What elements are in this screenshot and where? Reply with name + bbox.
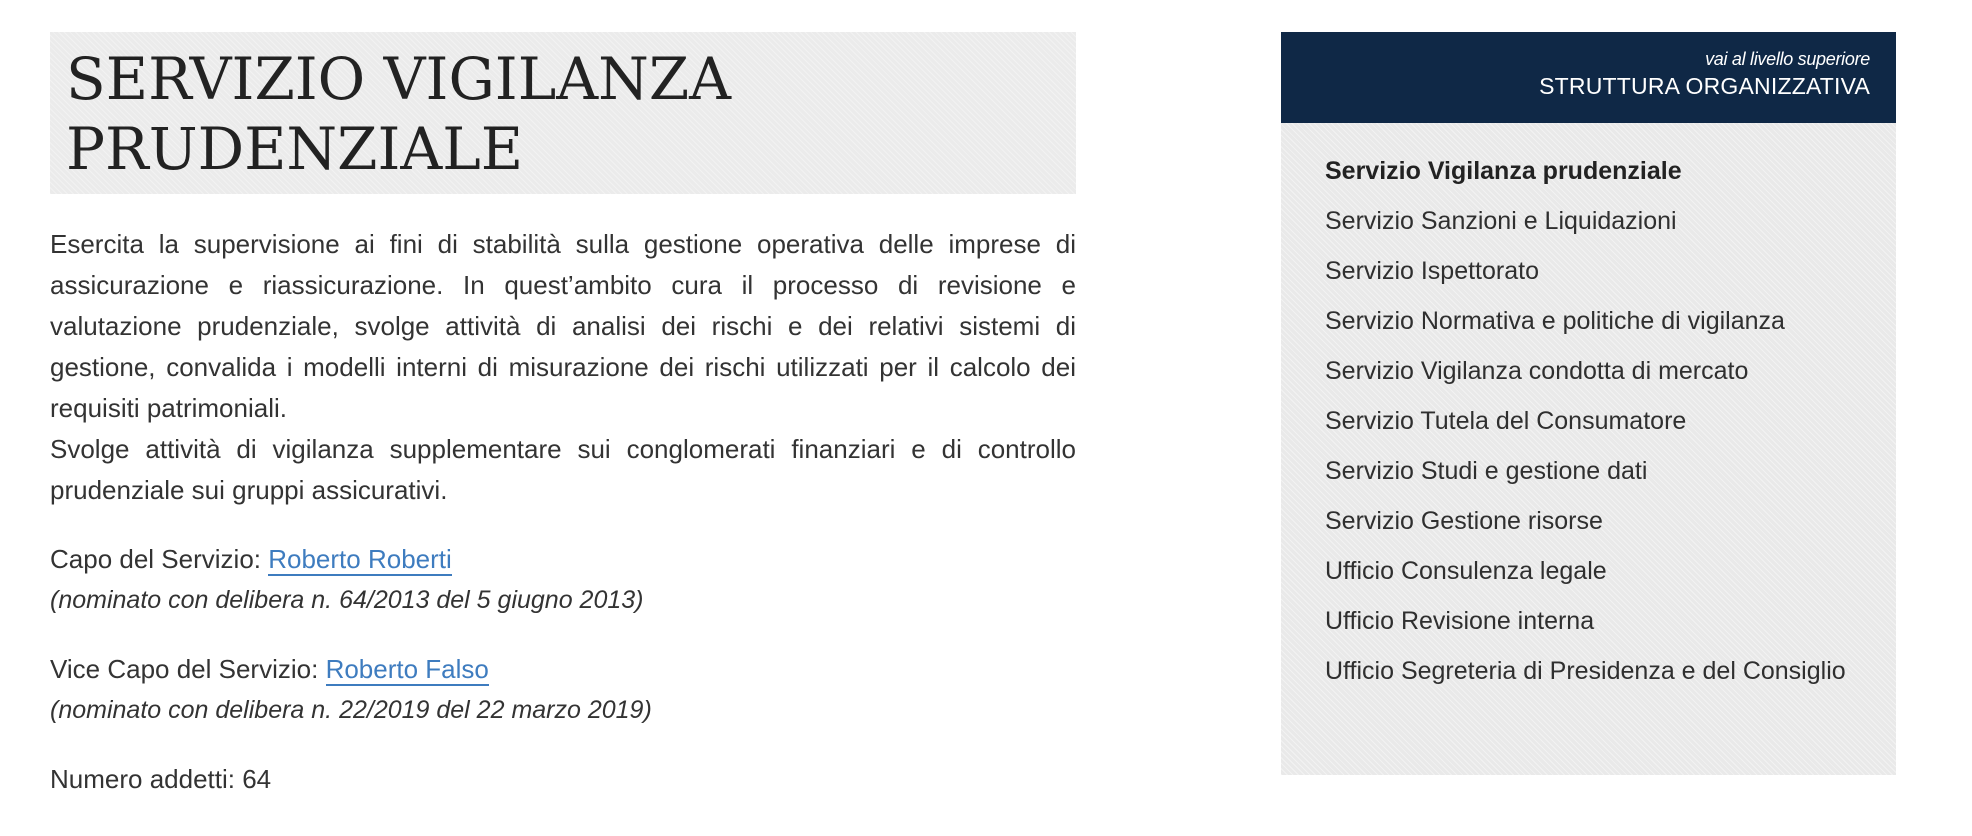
- service-head-link[interactable]: Roberto Roberti: [268, 544, 452, 574]
- organizational-structure-link[interactable]: STRUTTURA ORGANIZZATIVA: [1539, 73, 1870, 99]
- service-description: [50, 224, 1076, 511]
- staff-count: Numero addetti: 64: [50, 764, 272, 794]
- sidebar-list: [1281, 123, 1896, 687]
- sidebar-item-normativa-politiche[interactable]: Servizio Normativa e politiche di vigilanza: [1325, 307, 1785, 335]
- page-title-box: [50, 32, 1076, 194]
- service-head-line: [50, 539, 1076, 580]
- sidebar-item-tutela-consumatore[interactable]: Servizio Tutela del Consumatore: [1325, 407, 1687, 435]
- deputy-head-block: [50, 649, 1076, 731]
- page-title: SERVIZIO VIGILANZA PRUDENZIALE: [66, 45, 732, 183]
- sidebar-item-vigilanza-condotta[interactable]: Servizio Vigilanza condotta di mercato: [1325, 357, 1749, 385]
- sidebar-header: [1281, 32, 1896, 123]
- description-paragraph: Svolge attività di vigilanza supplementare sui conglomerati finanziari e di controllo prudenziale sui gruppi assicurativi.: [50, 434, 1076, 505]
- sidebar-item-vigilanza-prudenziale[interactable]: Servizio Vigilanza prudenziale: [1325, 157, 1682, 185]
- deputy-head-note: (nominato con delibera n. 22/2019 del 22 marzo 2019): [50, 696, 652, 724]
- service-head-note: (nominato con delibera n. 64/2013 del 5 giugno 2013): [50, 586, 644, 614]
- service-head-label: Capo del Servizio:: [50, 544, 269, 574]
- sidebar-item-revisione-interna[interactable]: Ufficio Revisione interna: [1325, 607, 1595, 635]
- deputy-head-line: [50, 649, 1076, 690]
- parent-level-link[interactable]: vai al livello superiore: [1705, 49, 1870, 69]
- sidebar-item-ispettorato[interactable]: Servizio Ispettorato: [1325, 257, 1539, 285]
- sidebar-item-consulenza-legale[interactable]: Ufficio Consulenza legale: [1325, 557, 1607, 585]
- sidebar-navigation: [1281, 32, 1896, 775]
- sidebar-item-gestione-risorse[interactable]: Servizio Gestione risorse: [1325, 507, 1603, 535]
- sidebar-item-segreteria-presidenza[interactable]: Ufficio Segreteria di Presidenza e del Consiglio: [1325, 657, 1846, 685]
- service-head-block: [50, 539, 1076, 621]
- sidebar-item-studi-gestione-dati[interactable]: Servizio Studi e gestione dati: [1325, 457, 1648, 485]
- description-paragraph: Esercita la supervisione ai fini di stabilità sulla gestione operativa delle imprese di assicurazione e riassicurazione. In quest’ambito cura il processo di revisione e valutazione prudenziale, svolge attività di analisi dei rischi e dei relativi sistemi di gestione, convalida i modelli interni di misurazione dei rischi utilizzati per il calcolo dei requisiti patrimoniali.: [50, 229, 1076, 423]
- main-content: [50, 32, 1076, 800]
- sidebar-item-sanzioni-liquidazioni[interactable]: Servizio Sanzioni e Liquidazioni: [1325, 207, 1677, 235]
- deputy-head-label: Vice Capo del Servizio:: [50, 654, 326, 684]
- deputy-head-link[interactable]: Roberto Falso: [325, 654, 489, 684]
